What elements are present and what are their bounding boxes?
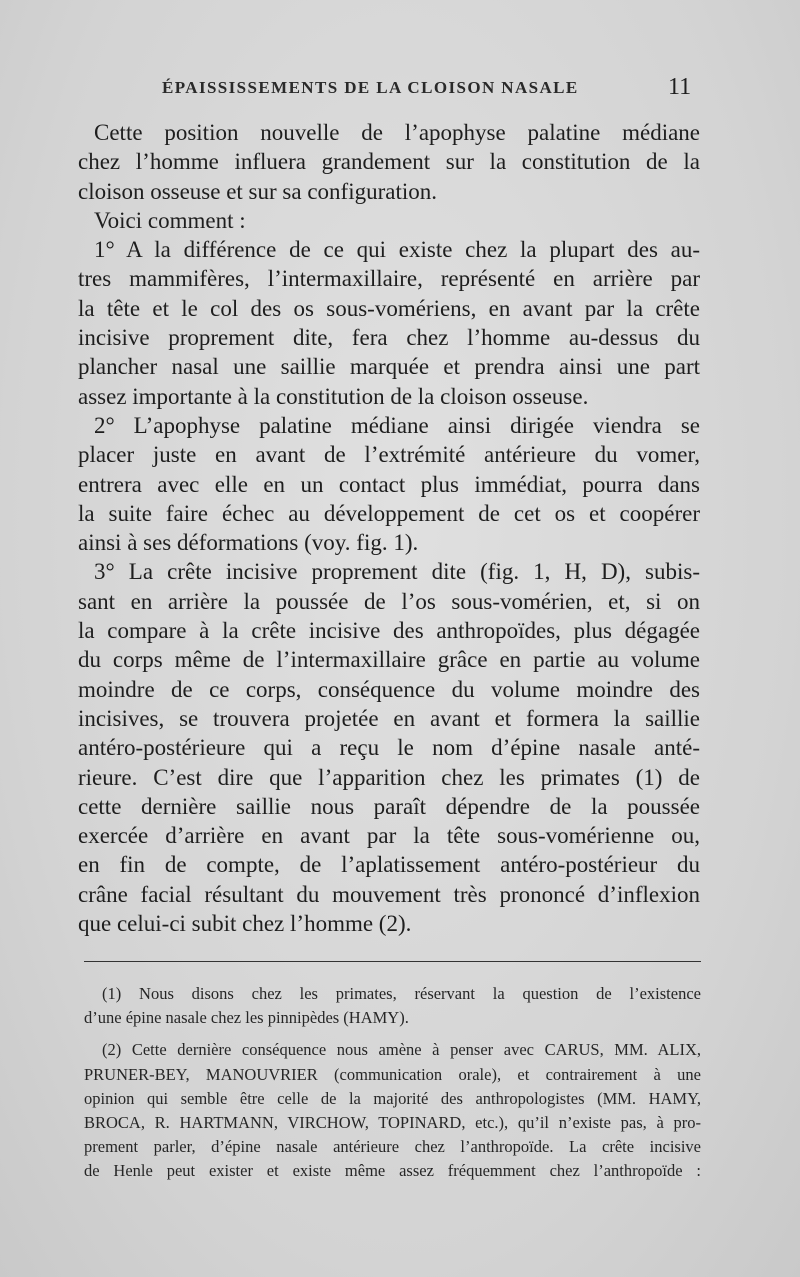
footnote-line: opinion qui semble être celle de la majorité des anthropologistes (MM. HAMY,: [84, 1088, 701, 1108]
body-line: moindre de ce corps, conséquence du volume moindre des: [78, 676, 700, 702]
body-line: tres mammifères, l’intermaxillaire, représenté en arrière par: [78, 266, 700, 292]
footnote-separator: [84, 961, 701, 962]
footnote-line: (2) Cette dernière conséquence nous amène à penser avec CARUS, MM. ALIX,: [102, 1040, 701, 1060]
body-line: que celui-ci subit chez l’homme (2).: [78, 911, 412, 937]
body-line: la tête et le col des os sous-vomériens, en avant par la crête: [78, 295, 700, 321]
running-head: [0, 74, 800, 104]
footnote-line: de Henle peut exister et existe même assez fréquemment chez l’anthropoïde :: [84, 1161, 701, 1181]
body-line: 2° L’apophyse palatine médiane ainsi dirigée viendra se: [94, 412, 700, 438]
body-line: la compare à la crête incisive des anthropoïdes, plus dégagée: [78, 618, 700, 644]
footnote-line: (1) Nous disons chez les primates, réservant la question de l’existence: [102, 984, 701, 1003]
body-line: Voici comment :: [94, 207, 246, 233]
body-line: incisive proprement dite, fera chez l’homme au-dessus du: [78, 325, 700, 351]
body-line: ainsi à ses déformations (voy. fig. 1).: [78, 530, 419, 556]
body-text: [78, 118, 700, 938]
body-line: 1° A la différence de ce qui existe chez la plupart des au-: [94, 237, 700, 263]
body-line: rieure. C’est dire que l’apparition chez les primates (1) de: [78, 764, 700, 790]
body-line: crâne facial résultant du mouvement très prononcé d’inflexion: [78, 881, 700, 907]
running-title: ÉPAISSISSEMENTS DE LA CLOISON NASALE: [162, 78, 579, 97]
body-line: chez l’homme influera grandement sur la constitution de la: [78, 149, 700, 175]
body-line: sant en arrière la poussée de l’os sous-vomérien, et, si on: [78, 588, 700, 614]
footnote-line: d’une épine nasale chez les pinnipèdes (HAMY).: [84, 1008, 409, 1028]
body-line: du corps même de l’intermaxillaire grâce en partie au volume: [78, 647, 700, 673]
footnote-line: PRUNER-BEY, MANOUVRIER (communication orale), et contrairement à une: [84, 1064, 701, 1084]
body-line: cette dernière saillie nous paraît dépendre de la poussée: [78, 793, 700, 819]
body-line: la suite faire échec au développement de cet os et coopérer: [78, 500, 700, 526]
body-line: 3° La crête incisive proprement dite (fig. 1, H, D), subis-: [94, 559, 700, 585]
body-line: plancher nasal une saillie marquée et prendra ainsi une part: [78, 354, 700, 380]
body-line: en fin de compte, de l’aplatissement antéro-postérieur du: [78, 852, 700, 878]
footnote-line: prement parler, d’épine nasale antérieure chez l’anthropoïde. La crête incisive: [84, 1137, 701, 1157]
body-line: placer juste en avant de l’extrémité antérieure du vomer,: [78, 442, 700, 468]
body-line: exercée d’arrière en avant par la tête sous-vomérienne ou,: [78, 823, 700, 849]
body-line: cloison osseuse et sur sa configuration.: [78, 178, 437, 204]
body-line: assez importante à la constitution de la cloison osseuse.: [78, 383, 589, 409]
body-line: antéro-postérieure qui a reçu le nom d’épine nasale anté-: [78, 735, 700, 761]
body-line: entrera avec elle en un contact plus immédiat, pourra dans: [78, 471, 700, 497]
footnote-line: BROCA, R. HARTMANN, VIRCHOW, TOPINARD, etc.), qu’il n’existe pas, à pro-: [84, 1113, 701, 1133]
body-line: incisives, se trouvera projetée en avant et formera la saillie: [78, 705, 700, 731]
page-number: 11: [668, 74, 692, 100]
footnotes: [84, 982, 701, 1184]
body-line: Cette position nouvelle de l’apophyse palatine médiane: [94, 120, 700, 145]
